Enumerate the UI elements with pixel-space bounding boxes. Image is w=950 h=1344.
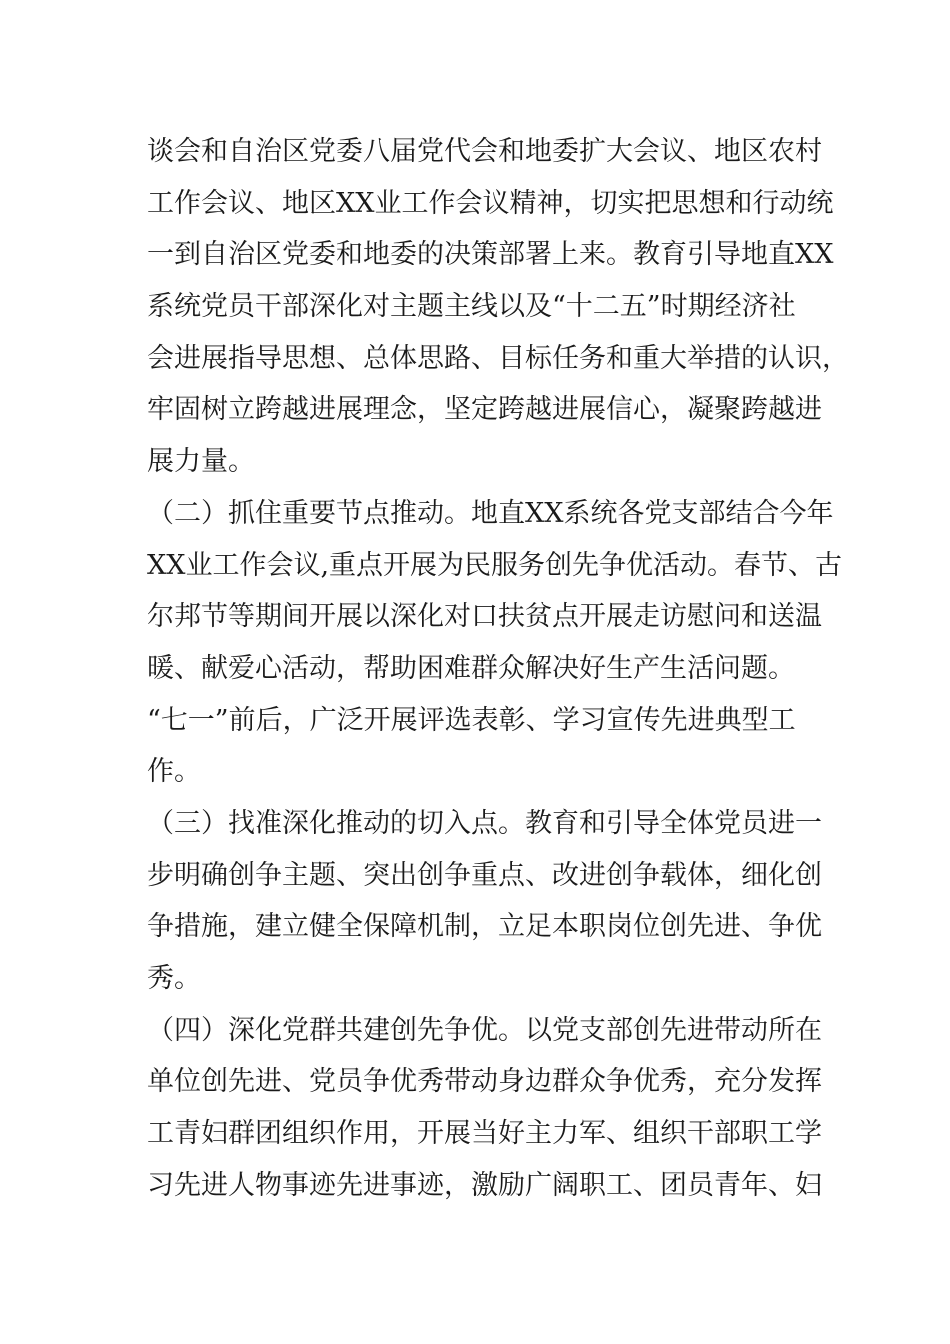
text-line: 展力量。	[147, 446, 255, 478]
text-line: 牢固树立跨越进展理念，坚定跨越进展信心，凝聚跨越进	[147, 394, 822, 426]
text-line: “七一”前后，广泛开展评选表彰、学习宣传先进典型工	[147, 704, 796, 736]
text-line: 秀。	[147, 963, 201, 994]
text-line: 一到自治区党委和地委的决策部署上来。教育引导地直XX	[147, 239, 834, 271]
body-text	[147, 126, 849, 1211]
text-line: 尔邦节等期间开展以深化对口扶贫点开展走访慰问和送温	[147, 601, 822, 633]
text-line: 系统党员干部深化对主题主线以及“十二五”时期经济社	[147, 291, 796, 323]
text-line: 暖、献爱心活动，帮助困难群众解决好生产生活问题。	[147, 652, 795, 684]
text-line: 谈会和自治区党委八届党代会和地委扩大会议、地区农村	[147, 136, 822, 167]
text-line: （四）深化党群共建创先争优。以党支部创先进带动所在	[147, 1014, 822, 1046]
text-line: XX业工作会议,重点开展为民服务创先争优活动。春节、古	[147, 549, 843, 581]
text-line: 作。	[147, 756, 201, 788]
text-line: 工青妇群团组织作用，开展当好主力军、组织干部职工学	[147, 1118, 822, 1150]
text-line: 步明确创争主题、突出创争重点、改进创争载体，细化创	[147, 859, 822, 891]
text-line: （二）抓住重要节点推动。地直XX系统各党支部结合今年	[147, 497, 834, 529]
text-line: 习先进人物事迹先进事迹，激励广阔职工、团员青年、妇	[147, 1169, 822, 1201]
text-line: （三）找准深化推动的切入点。教育和引导全体党员进一	[147, 807, 822, 839]
text-line: 争措施，建立健全保障机制，立足本职岗位创先进、争优	[147, 911, 822, 943]
text-line: 会进展指导思想、总体思路、目标任务和重大举措的认识，	[147, 342, 849, 374]
text-line: 单位创先进、党员争优秀带动身边群众争优秀，充分发挥	[147, 1066, 822, 1098]
text-line: 工作会议、地区XX业工作会议精神，切实把思想和行动统	[147, 187, 834, 219]
